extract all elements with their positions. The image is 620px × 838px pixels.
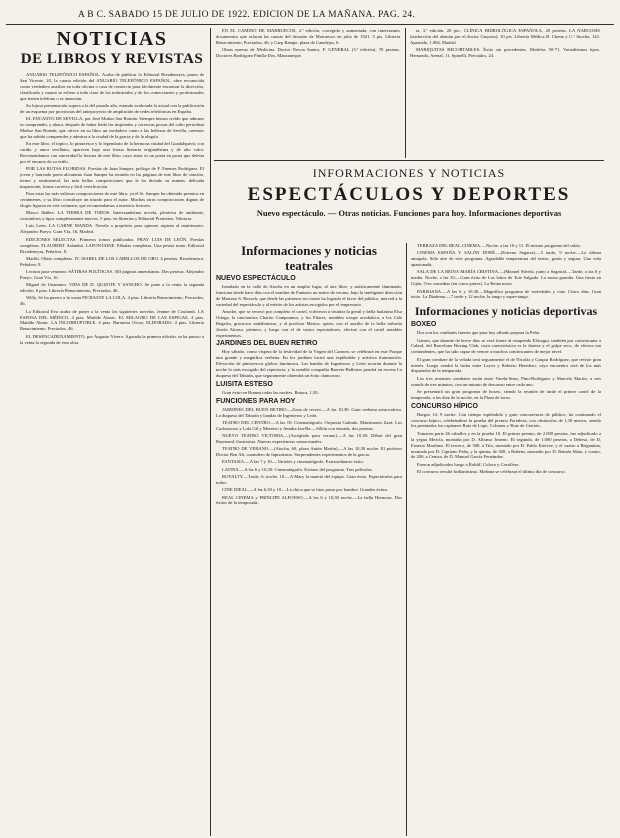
book-notice: EL ENCANTO DE SEVILLA, por José Muñoz San Román. Siempre hemos creído que admirar es comprender, y ahora, después de haber leído las inspiradas y correctas prosas del culto periodista Muñoz San Román, que ofrece en su libro un verdadero canto a las bellezas de Sevilla, creemos que ha sabido comprender y admirar a la ciudad de la gracia y de la alegría. bbox=[20, 116, 204, 139]
article-text: El concurso resultó brillantísimo. Mañana se celebrará el último día de concurso. bbox=[417, 469, 566, 474]
book-notice: Obras nuevas de Medicina. Doctor Novoa Santos, F. GENERAL (3.ª edición), 70 pesetas. Doctores Rodríguez Pinilla-Dos, Manzaneque. bbox=[216, 47, 400, 59]
listing-text: REAL CINEMA y PRINCIPE ALFONSO.—A las 6 y 10,30 noche.—La bella Hermosa. Dos éxitos de la temporada. bbox=[216, 494, 402, 506]
book-notice: ta, 3.ª edición, 20 pts.; CLÍNICA HIDROLÓGICA ESPAÑOLA, 20 pesetas. LA NARCOSIS (traducción del alemán por el doctor Guyatos), 10 pts. Librería Médica R. Chena y C.ª Atocha, 143. Apartado, 1.004, Madrid. bbox=[410, 28, 600, 45]
banner-line-2: ESPECTÁCULOS Y DEPORTES bbox=[247, 184, 571, 205]
banner bbox=[214, 160, 604, 240]
right-column bbox=[411, 243, 601, 836]
listing-text: SALA DE LA REINA MARÍA CRISTINA.—(Manuel Silvela, junto a Sagasta).—Tarde, a las 6 y media. Noche, a las 10.—Gran éxito de Los lobos de Tote Salgado. La mona guardia. Una fiesta en Gijón. Tres comedias (en cinco partes). La Reina mora. bbox=[411, 269, 601, 287]
left-title-2: DE LIBROS Y REVISTAS bbox=[20, 51, 204, 67]
middle-top-column bbox=[216, 28, 400, 158]
section-heading: BOXEO bbox=[411, 321, 437, 329]
listing-text: PARISIANA.—A las 6 y 10,30.—Magnífico programa de variedades y cine. Cinco días. Gran éxito. La Diadema.—7 tarde y 12 noche, la tango y super-tango. bbox=[411, 288, 601, 300]
right-top-column bbox=[410, 28, 600, 158]
listing-text: TEATRO DE VERANO.—(Atocha, 60, plaza Antón Martín).—A las 10,30 noche: El profesor Doctor Ben Alí, curandero de hipnotismo. Sorprendentes experimentos de la gracia. bbox=[216, 446, 402, 458]
article-text: Los tres restantes combates serán entre Varela-Sims, Pino-Rodríguez y Marcelo Martín, a seis rounds de tres minutos, con un minuto de descanso entre cada uno. bbox=[411, 375, 601, 387]
article-text: Instalado en la calle de Atocha en un amplio lugar, al aire libre, y artísticamente iluminado, funciona desde hace días con el nombre de Fantasio un teatro de verano, bajo la inteligente dirección de Mariano S. Rexach, que desde las primeras secciones ha logrado el favor del público, merced a la variedad del espectáculo y al mérito de los artistas escogidos por el empresario. bbox=[216, 283, 402, 307]
book-notice: MARIQUITAS RECORTABLES. Éxito sin precedentes. Modelos 50-71. Variadísimos tipos. Hernando, Arenal, 11. Spinelli, Preciados, 24. bbox=[410, 47, 600, 59]
book-notice: ANUARIO TELEFÓNICO ESPAÑOL. Acaba de publicar la Editorial Rivadeneyra, paseo de San Vicente, 20, la cuarta edición del ANUARIO TELEFÓNICO ESPAÑOL, obra reconocida como verdadero auxiliar en toda oficina o casa de comercio para fácilmente encontrar la dirección, clasificado y cuanto se refiere a toda clase de los industriales y de los comerciantes y profesionales que tienen teléfono o se anuncian. bbox=[20, 72, 204, 101]
article-text: Fueron adjudicados luego a Robiff, Colaco y Cavallero. bbox=[417, 461, 520, 467]
book-notice: EDICIONES SELECTAS. Primeros tomos publicados: FRAY LUIS DE LEÓN. Poesías completas. FLAUBERT. Salambó. LAFONTAINE. Fábulas completas. Una peseta tomo. Editorial Rivadeneyra, Peñalver, 8. bbox=[20, 236, 204, 254]
section-heading: LUISITA ESTESO bbox=[216, 380, 273, 388]
book-notice: En este libro, el tópico, lo pintoresco y lo legendario de la hermosa ciudad del Guadalquivir, con cariño y amor sevillano, aparecen bajo una forma literaria originalísima y de alto valor. Recomendamos con sinceridad la lectura de este libro, cuyo autor es un poeta en prosa que deleita por el encanto de su estilo. bbox=[20, 141, 204, 164]
listing-text: CINEMA ESPAÑA Y SALÓN DORÉ.—(Estreno Segarra).—5 tarde, 9 noche.—La última amapola. Sólo aire de este programa. Agradable temperatura del teatro, gratis y segura. Una vida apasionada. bbox=[411, 250, 601, 268]
listing-text: JARDINES DEL BUEN RETIRO.—Zona de recreo.—A las 10,30: Gran verbena aristocrática. La duquesa del Tabarín y bandas de Ingenieros y León. bbox=[216, 406, 402, 418]
theatre-news-title: Informaciones y noticias teatrales bbox=[241, 243, 377, 273]
section-heading: FUNCIONES PARA HOY bbox=[216, 397, 296, 405]
sports-news-title: Informaciones y noticias deportivas bbox=[414, 304, 598, 319]
book-notice: EN EL CAMINO DE MARRUECOS, 2.ª edición, corregida y aumentada, con interesantes documentos que aclaran las causas del desastre de Marruecos en julio de 1921. 5 pts. Librería Renacimiento, Preciados, 46, y Carp Rampe, plaza de Canalejas, 6. bbox=[216, 28, 400, 45]
middle-column bbox=[216, 243, 402, 836]
listing-text: LATINA.—A las 6 y 10,30: Cinematógrafo. Exitazo del programa. Tres películas. bbox=[222, 466, 373, 472]
section-heading: JARDINES DEL BUEN RETIRO bbox=[216, 340, 318, 348]
listing-text: NUEVO TEATRO VICTORIA.—(Arreglado para verano).—A las 10,30: Début del gran Raymond, ilusionista. Nuevas experiencias sensacionales. bbox=[216, 433, 402, 444]
article-text: Games, que durante de breve días se verá frente al estupendo Elósegui, también por contrincante a Cabral, del Barcelona Boxing Club, cuya característica es la dureza y el golpe seco, de efectos tan contundentes, que ha sido capaz de vencer a muchos contrincantes de mejor nivel. bbox=[411, 337, 601, 355]
article-text: Tomaron parte 26 caballos y en la prueba 10. El primer premio, de 2.000 pesetas, fue adjudicado a la yegua Mezcla, montada por D. Alfonso Jimeno. El segundo, de 1.000 pesetas, a Dehesa, de D. Ernesto Martínez. El tercero, de 500, a Tito, montado por D. Pablo Estévez, y el cuarto a Brigantina, montada por D. Cipriano Peña, y la quinta, de 300, a Rubens, montado por D. Ramón Mata, y cuarto, de 200, a Ceniza, de D. Manuel García Fernández. bbox=[411, 430, 601, 460]
listing-text: TERRAZA DEL REAL CINEMA.—Noche, a las 10 y 11: El mismo programa del salón. bbox=[417, 243, 581, 248]
book-notice: Marlitt. Obras completas. IV. ISABEL DE LOS CABELLOS DE ORO. 4 pesetas. Rivadeneyra, Peñalver, 8. bbox=[20, 255, 204, 267]
listing-text: CINE IDEAL.—A las 6,30 y 10.—La chica que se hizo pasar por hombre. Grandes éxitos. bbox=[222, 487, 389, 493]
left-title-1: NOTICIAS bbox=[56, 28, 168, 50]
listing-text: TEATRO DEL CENTRO.—A las 10: Cinematógrafo. Orquesta Galindo. Matrimonio Zazá. Los Cacharreros y Lola Gil y Montero y Amalia Jan-Ba.—Sillón con entrada, dos pesetas. bbox=[216, 419, 402, 431]
book-notice: Para estar las más valiosas composiciones de este libro, ya el Sr. Samper ha obtenido premios en certámenes, y su libro constituye un triunfo para el autor. Muchas otras composiciones dignas de elogio figuran en este volumen, que recomendamos a nuestros lectores. bbox=[20, 191, 204, 208]
header-rule bbox=[6, 24, 614, 25]
listing-text: ROYALTY.—Tarde, 6; noche, 10.—A Mary la muerta del equipo. Gran éxito. Espectáculos para todos. bbox=[216, 474, 402, 485]
banner-line-3: Nuevo espectáculo. — Otras noticias. Funciones para hoy. Informaciones deportivas bbox=[256, 208, 562, 218]
book-notice: EL DESENCADENAMIENTO, por Augusto Vivero. Agotada la primera edición, se ha puesto a la venta la segunda de esta obra. bbox=[20, 333, 204, 345]
page-header: A B C. SABADO 15 DE JULIO DE 1922. EDICION DE LA MAÑANA. PAG. 24. bbox=[78, 10, 416, 20]
article-text: Gran éxito en Romea todas las noches. Butaca, 1,50. bbox=[222, 389, 319, 395]
article-text: Dos son los combates fuertes que para hoy sábado prepara la Peña. bbox=[417, 330, 540, 336]
article-text: Anoche, que se renovó por completo el cartel, volvieron a triunfar la gentil y bella bailarina Elsa Ortega, la cancionista Charito Campoamor, y los Pilares, notables troupe acrobática; a los Cale Regalos, graciosos malabaristas, y al profesor Marius, quien, con el auxilio de la bella señorita Josefa Alonso, primero, y luego con el de varios espectadores, efectuó con el cartel notables experimentos. bbox=[216, 308, 402, 338]
section-heading: CONCURSO HÍPICO bbox=[411, 402, 478, 410]
book-notice: Blasco Ibáñez: LA TIERRA DE TODOS. Interesantísima novela, pletórica de ambiente, costumbres y tipos completamente nuevos. 5 ptas. en librerías y Editorial Prometeo, Valencia. bbox=[20, 210, 204, 222]
book-notice: Su lujosa presentación supera a la del pasado año, estando avalorada la actual con la publicación de un esquema por provincias del anteproyecto de ampliación de redes telefónicas en España. bbox=[20, 102, 204, 114]
article-text: Burgos 14, 9 noche. Con tiempo espléndido y gran concurrencia de público, ha continuado el concurso hípico, celebrándose la prueba del premio Fortaleza, con obstáculos de 1,30 metros, siendo los premiados los capitanes Ruiz de Lope, Colomer y Ruiz de Carrión. bbox=[411, 411, 601, 429]
article-text: El gran combate de la velada será seguramente el de Nicolás y Gaspar Rodríguez, que reviste gran interés. Luego vendrá la lucha entre Leyva y Roberto Heredero, cuyo encuentro será de los más disputados de la temporada. bbox=[411, 356, 601, 374]
listing-text: FANTASIA.—A las 7 y 10.—Varietés y cinematógrafo. Extraordinario éxito. bbox=[222, 459, 364, 465]
book-notice: Lectura para veranear. SÁTIRAS POLÍTICAS. 303 páginas amenísimas. Dos pesetas. Alejandro Pueyo. Gran Vía, 16. bbox=[20, 269, 204, 280]
column-divider bbox=[405, 28, 406, 158]
banner-line-1: INFORMACIONES Y NOTICIAS bbox=[312, 166, 506, 180]
article-text: Se presentará un gran programa de boxeo, siendo la reunión de tarde el primer cartel de la temporada, a las diez de la noche, en la Plaza de toros. bbox=[411, 388, 601, 400]
book-notice: La Editorial Eva acaba de poner a la venta las siguientes novelas: Jeanne de Coulomb. LA ESPOSA DEL MÉDICO, 4 ptas. Matilde Alanic. EL MILAGRO DE LAS ESPIGAS, 4 ptas. Matilde Alanic. LA INCORRUPTIBLE. 4 ptas. Baronesa Orczy. ELDORADO. 4 ptas. Librería Renacimiento. Preciados, 46. bbox=[20, 308, 204, 332]
book-notice: Miguel de Unamuno. VIDA DE D. QUIJOTE Y SANCHO. Se pone a la venta la segunda edición. 6 ptas. Librería Renacimiento, Preciados, 46. bbox=[20, 282, 204, 294]
article-text: Hoy sábado, como víspera de la festividad de la Virgen del Carmen, se celebrará en este Parque una grande y magnífica verbena. En los jardines lucirá una espléndida y artística iluminación. Elevación de pintorescos globos luminosos. Las bandas de Ingenieros y León tocarán durante la noche lo más escogido del repertorio, y la notable compañía Barreto-Ballester pondrá en escena La duquesa del Tabarín, que seguramente obtendrá un éxito clamoroso. bbox=[216, 349, 402, 378]
book-notice: Willy. Se ha puesto a la venta PICHASTE LA COLA. 4 ptas. Librería Renacimiento, Preciados, 46. bbox=[20, 295, 204, 307]
book-notice: POR LAS RUTAS FLORIDAS. Poesías de Juan Samper, prólogo de F. Fuentes Rodríguez. El joven y laureado poeta alicantino Juan Samper ha reunido en las páginas de este libro de canción, tierno y sentimental, las más bellas composiciones que le ha dictado su numen: delicada inspiración, forma correcta y fácil versificación. bbox=[20, 166, 204, 189]
left-column bbox=[20, 28, 204, 836]
column-divider bbox=[210, 28, 211, 836]
column-divider bbox=[406, 243, 407, 836]
book-notice: Luis León. LA CARNE MANDA. Novela a propósito para quienes aspiran al matrimonio. Alejandro Pueyo. Gran Vía, 16, Madrid. bbox=[20, 223, 204, 235]
section-heading: NUEVO ESPECTÁCULO bbox=[216, 275, 296, 282]
